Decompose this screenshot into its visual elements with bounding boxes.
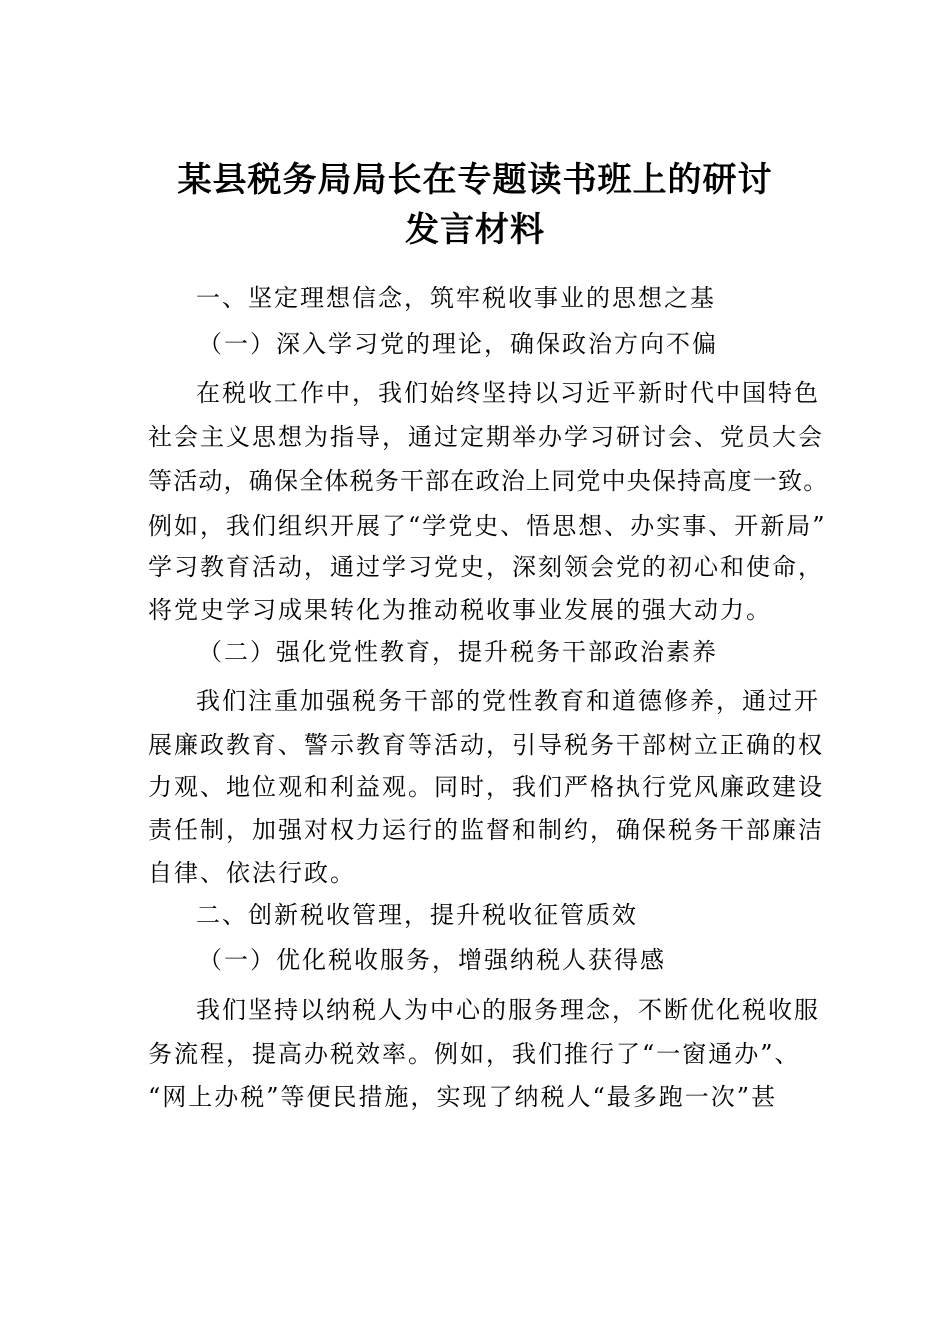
paragraph-line: 务流程，提高办税效率。例如，我们推行了“一窗通办”、 (148, 1040, 801, 1068)
paragraph-line: 我们坚持以纳税人为中心的服务理念，不断优化税收服 (196, 996, 820, 1024)
paragraph-line: 学习教育活动，通过学习党史，深刻领会党的初心和使命， (148, 553, 824, 581)
document-title-line-2: 发言材料 (405, 210, 545, 250)
subsection-heading-1-2: （二）强化党性教育，提升税务干部政治素养 (198, 638, 718, 666)
paragraph-line: 等活动，确保全体税务干部在政治上同党中央保持高度一致。 (148, 467, 829, 495)
paragraph-line: 责任制，加强对权力运行的监督和制约，确保税务干部廉洁 (148, 816, 824, 844)
paragraph-line: 我们注重加强税务干部的党性教育和道德修养，通过开 (196, 687, 820, 715)
paragraph-line: 在税收工作中，我们始终坚持以习近平新时代中国特色 (196, 379, 820, 407)
subsection-heading-2-1: （一）优化税收服务，增强纳税人获得感 (198, 946, 666, 974)
paragraph-line: “网上办税”等便民措施，实现了纳税人“最多跑一次”甚 (148, 1083, 778, 1111)
document-title-line-1: 某县税务局局长在专题读书班上的研讨 (177, 160, 773, 200)
paragraph-line: 将党史学习成果转化为推动税收事业发展的强大动力。 (148, 596, 772, 624)
section-heading-1: 一、坚定理想信念，筑牢税收事业的思想之基 (196, 284, 716, 312)
paragraph-line: 展廉政教育、警示教育等活动，引导税务干部树立正确的权 (148, 731, 824, 759)
paragraph-line: 例如，我们组织开展了“学党史、悟思想、办实事、开新局” (148, 512, 827, 540)
subsection-heading-1-1: （一）深入学习党的理论，确保政治方向不偏 (198, 330, 718, 358)
paragraph-line: 社会主义思想为指导，通过定期举办学习研讨会、党员大会 (148, 423, 824, 451)
paragraph-line: 自律、依法行政。 (148, 859, 356, 887)
paragraph-line: 力观、地位观和利益观。同时，我们严格执行党风廉政建设 (148, 773, 824, 801)
section-heading-2: 二、创新税收管理，提升税收征管质效 (196, 901, 638, 929)
